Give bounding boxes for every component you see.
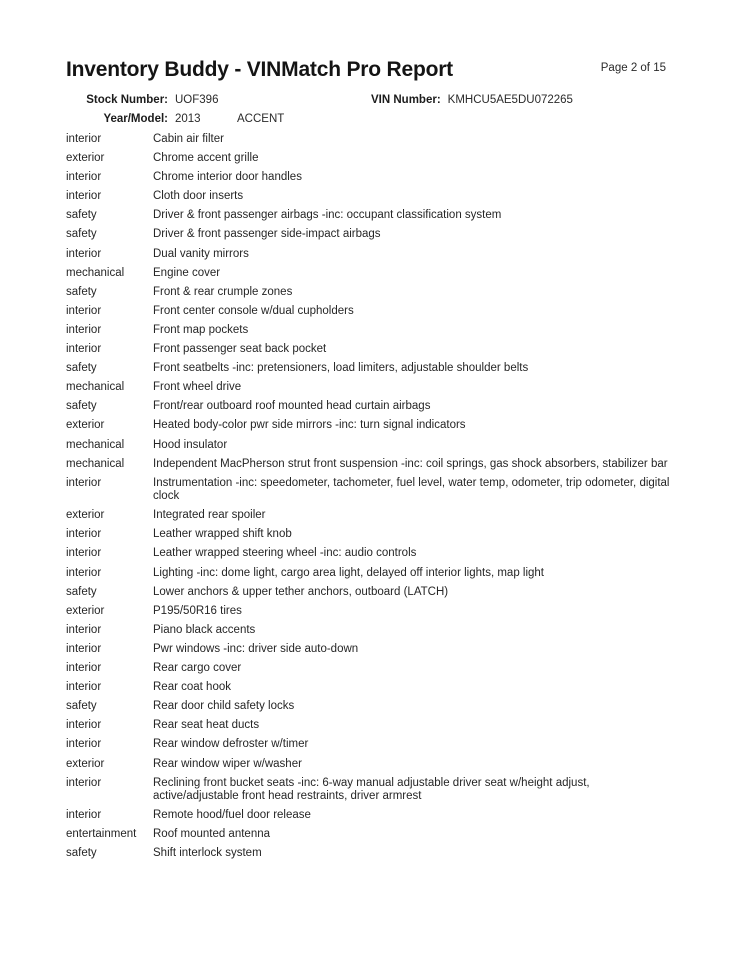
feature-row [66, 624, 686, 638]
feature-description: Front passenger seat back pocket [153, 343, 327, 356]
feature-category: interior [66, 133, 102, 145]
page-title: Inventory Buddy - VINMatch Pro Report [66, 58, 453, 81]
feature-list [66, 133, 686, 866]
feature-row [66, 190, 686, 204]
feature-description: Leather wrapped steering wheel -inc: audio controls [153, 547, 417, 560]
feature-category: interior [66, 566, 102, 579]
feature-category: safety [66, 209, 97, 222]
stock-number-label: Stock Number: [86, 94, 168, 106]
feature-description: Rear window defroster w/timer [153, 738, 309, 751]
feature-description: Shift interlock system [153, 847, 262, 860]
feature-description: Heated body-color pwr side mirrors -inc: turn signal indicators [153, 419, 466, 432]
feature-row [66, 605, 686, 619]
feature-category: exterior [66, 509, 105, 522]
feature-category: safety [66, 847, 97, 860]
feature-description: Front seatbelts -inc: pretensioners, load limiters, adjustable shoulder belts [153, 362, 529, 375]
feature-description: Integrated rear spoiler [153, 509, 266, 522]
feature-row [66, 171, 686, 185]
feature-row [66, 528, 686, 542]
feature-category: exterior [66, 604, 105, 617]
feature-category: safety [66, 700, 97, 713]
feature-row [66, 586, 686, 600]
feature-description: Front/rear outboard roof mounted head curtain airbags [153, 400, 431, 413]
feature-row [66, 343, 686, 357]
feature-row [66, 809, 686, 823]
feature-category: interior [66, 171, 102, 184]
vin-number-value: KMHCU5AE5DU072265 [447, 94, 573, 106]
stock-vin-row [66, 91, 573, 110]
feature-description: Driver & front passenger side-impact airbags [153, 228, 381, 241]
feature-description: Remote hood/fuel door release [153, 809, 311, 822]
feature-row [66, 777, 686, 804]
feature-category: interior [66, 304, 102, 317]
feature-row [66, 738, 686, 752]
feature-row [66, 700, 686, 714]
feature-description: Roof mounted antenna [153, 828, 271, 841]
feature-description: Instrumentation -inc: speedometer, tachometer, fuel level, water temp, odometer, trip odometer, digital clock [153, 476, 670, 503]
feature-row [66, 419, 686, 433]
stock-number-value: UOF396 [175, 94, 219, 106]
vin-number-label: VIN Number: [371, 94, 441, 106]
feature-row [66, 324, 686, 338]
feature-category: safety [66, 585, 97, 598]
year-model-label: Year/Model: [103, 112, 168, 125]
feature-category: exterior [66, 152, 105, 165]
feature-row [66, 133, 686, 147]
feature-description: Cabin air filter [153, 133, 224, 145]
feature-category: mechanical [66, 438, 125, 451]
feature-row [66, 567, 686, 581]
feature-category: interior [66, 776, 102, 789]
feature-description: Front & rear crumple zones [153, 285, 293, 298]
feature-description: Reclining front bucket seats -inc: 6-way manual adjustable driver seat w/height adjust, active/adjustable front head restraints, driver armrest [153, 776, 590, 803]
feature-category: interior [66, 247, 102, 260]
feature-category: interior [66, 323, 102, 336]
feature-category: interior [66, 528, 102, 541]
feature-category: interior [66, 809, 102, 822]
feature-category: safety [66, 285, 97, 298]
feature-category: interior [66, 719, 102, 732]
feature-row [66, 305, 686, 319]
feature-category: mechanical [66, 266, 125, 279]
feature-description: Rear cargo cover [153, 662, 242, 675]
feature-category: mechanical [66, 381, 125, 394]
feature-description: Front center console w/dual cupholders [153, 304, 354, 317]
feature-description: Engine cover [153, 266, 221, 279]
feature-row [66, 719, 686, 733]
feature-description: Rear seat heat ducts [153, 719, 260, 732]
feature-row [66, 209, 686, 223]
feature-row [66, 400, 686, 414]
feature-description: Front map pockets [153, 323, 249, 336]
year-value: 2013 [175, 112, 201, 125]
feature-category: exterior [66, 757, 105, 770]
model-value: ACCENT [237, 112, 285, 125]
feature-description: Hood insulator [153, 438, 228, 451]
feature-description: Rear window wiper w/washer [153, 757, 302, 770]
feature-category: interior [66, 681, 102, 694]
feature-row [66, 828, 686, 842]
feature-description: Leather wrapped shift knob [153, 528, 292, 541]
feature-category: exterior [66, 419, 105, 432]
feature-category: safety [66, 362, 97, 375]
feature-category: interior [66, 642, 102, 655]
feature-description: Driver & front passenger airbags -inc: occupant classification system [153, 209, 502, 222]
feature-row [66, 381, 686, 395]
feature-row [66, 152, 686, 166]
feature-description: Cloth door inserts [153, 190, 244, 203]
feature-row [66, 267, 686, 281]
feature-description: Piano black accents [153, 623, 256, 636]
feature-row [66, 477, 686, 504]
feature-category: interior [66, 476, 102, 489]
feature-row [66, 847, 686, 861]
feature-category: interior [66, 343, 102, 356]
feature-row [66, 228, 686, 242]
feature-category: mechanical [66, 457, 125, 470]
year-model-row [66, 110, 285, 129]
feature-description: Front wheel drive [153, 381, 242, 394]
feature-description: Pwr windows -inc: driver side auto-down [153, 642, 359, 655]
feature-description: Lower anchors & upper tether anchors, outboard (LATCH) [153, 585, 449, 598]
feature-row [66, 248, 686, 262]
feature-description: Chrome accent grille [153, 152, 259, 165]
feature-row [66, 758, 686, 772]
feature-description: Rear coat hook [153, 681, 231, 694]
feature-row [66, 439, 686, 453]
feature-category: interior [66, 190, 102, 203]
feature-description: P195/50R16 tires [153, 604, 242, 617]
page-number-indicator: Page 2 of 15 [600, 62, 666, 74]
vehicle-meta [66, 91, 573, 128]
feature-row [66, 681, 686, 695]
feature-row [66, 662, 686, 676]
feature-category: entertainment [66, 828, 137, 841]
feature-row [66, 509, 686, 523]
vin-group [371, 91, 573, 109]
feature-description: Independent MacPherson strut front suspension -inc: coil springs, gas shock absorbers, stabilizer bar [153, 457, 668, 470]
feature-row [66, 643, 686, 657]
feature-row [66, 286, 686, 300]
feature-category: interior [66, 547, 102, 560]
feature-row [66, 458, 686, 472]
feature-category: interior [66, 738, 102, 751]
feature-category: interior [66, 662, 102, 675]
feature-row [66, 547, 686, 561]
feature-row [66, 362, 686, 376]
feature-description: Dual vanity mirrors [153, 247, 249, 260]
feature-category: safety [66, 228, 97, 241]
feature-description: Lighting -inc: dome light, cargo area light, delayed off interior lights, map light [153, 566, 545, 579]
feature-description: Rear door child safety locks [153, 700, 295, 713]
feature-description: Chrome interior door handles [153, 171, 302, 184]
feature-category: safety [66, 400, 97, 413]
feature-category: interior [66, 623, 102, 636]
